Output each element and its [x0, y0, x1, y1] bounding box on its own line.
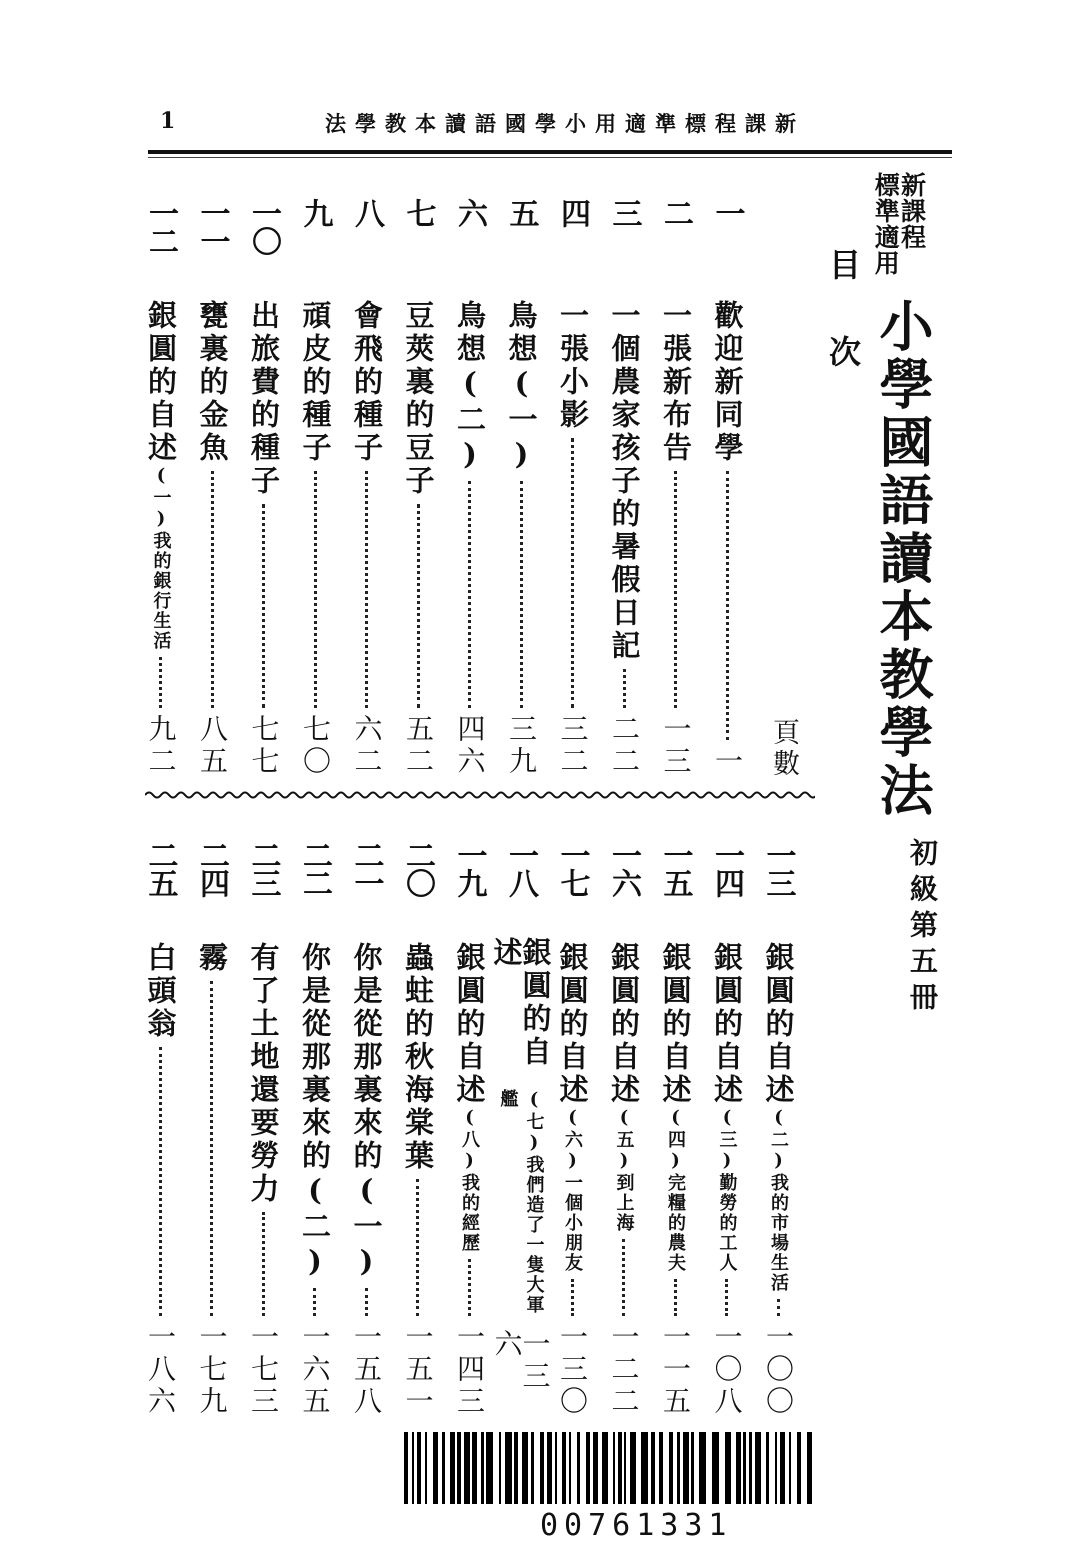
lesson-number: 一六: [606, 840, 641, 896]
page-ref: 一〇八: [710, 1322, 744, 1418]
dot-leader: [726, 471, 729, 740]
toc-entry: [500, 198, 542, 778]
page-ref: 三九: [505, 714, 538, 778]
page-ref: 一七九: [195, 1322, 229, 1418]
lesson-title: 你是從那裏來的(一): [349, 942, 384, 1282]
dot-leader: [571, 438, 574, 708]
header-rule-thin: [148, 157, 952, 158]
dot-leader: [365, 471, 368, 708]
barcode-bar: [593, 1432, 598, 1504]
dot-leader: [417, 504, 420, 708]
toc-entry: [397, 840, 439, 1418]
barcode-bar: [691, 1432, 694, 1504]
barcode-bar: [766, 1432, 769, 1504]
volume-label: 初級第五冊: [906, 838, 939, 1018]
barcode-bar: [641, 1432, 648, 1504]
lesson-title: 一張新布告: [659, 300, 693, 465]
page-ref: 六二: [350, 714, 384, 778]
page-ref: 七七: [247, 714, 281, 778]
barcode-bar: [677, 1432, 680, 1504]
barcode-bar: [630, 1432, 636, 1504]
lesson-number: 四: [555, 198, 590, 226]
toc-entry: [294, 198, 336, 778]
barcode-bar: [775, 1432, 777, 1504]
dot-leader: [314, 471, 317, 708]
barcode-bar: [780, 1432, 785, 1504]
toc-entry: [489, 840, 553, 1418]
lesson-title: 頑皮的種子: [298, 300, 333, 465]
barcode-bar: [481, 1432, 484, 1504]
dot-leader: [159, 657, 162, 708]
dot-leader: [262, 504, 265, 708]
page-ref: 一五八: [350, 1322, 383, 1418]
lesson-subtitle: (七)我們造了一隻大軍艦: [497, 1089, 545, 1316]
lesson-title: 一張小影: [556, 300, 590, 432]
toc-entry: [397, 198, 439, 778]
lesson-title: 有了土地還要勞力: [246, 942, 281, 1206]
page-ref: 七〇: [299, 714, 332, 778]
lesson-title: 鳥想(二): [453, 300, 487, 475]
lesson-number: 八: [349, 198, 384, 226]
page-ref: 一五一: [401, 1322, 435, 1418]
toc-entry: [294, 840, 336, 1418]
barcode-bar: [499, 1432, 501, 1504]
lesson-subtitle: (三)勤勞的工人: [716, 1107, 738, 1273]
barcode-bar: [749, 1432, 752, 1504]
dot-leader: [211, 471, 214, 708]
barcode-bar: [699, 1432, 706, 1504]
lesson-number: 一三: [760, 840, 796, 896]
lesson-title: 霧: [195, 942, 229, 975]
barcode-bar: [669, 1432, 673, 1504]
barcode-bar: [547, 1432, 552, 1504]
page-ref: 一二二: [607, 1322, 641, 1418]
lesson-number: 三: [606, 198, 642, 226]
barcode-bar: [789, 1432, 791, 1504]
lesson-number: 六: [452, 198, 487, 226]
lesson-number: 二一: [348, 840, 384, 896]
toc-entry: [242, 840, 284, 1418]
lesson-title: 銀圓的自述: [710, 942, 744, 1107]
barcode-bar: [602, 1432, 608, 1504]
series-line2: 標準適用: [871, 172, 901, 276]
lesson-number: 一七: [554, 840, 590, 896]
lesson-title: 歡迎新同學: [710, 300, 745, 465]
header-rule: [148, 150, 952, 154]
barcode-bar: [412, 1432, 414, 1504]
page-ref: 一〇〇: [762, 1322, 795, 1418]
toc-entry: [757, 840, 799, 1418]
lesson-number: 一九: [451, 840, 487, 896]
toc-entry: [449, 198, 491, 778]
barcode-bar: [725, 1432, 731, 1504]
dot-leader: [468, 481, 471, 708]
lesson-subtitle: (四)完糧的農夫: [665, 1107, 686, 1273]
lesson-number: 二四: [194, 840, 229, 896]
barcode-bar: [577, 1432, 580, 1504]
lesson-title: 甕裏的金魚: [195, 300, 230, 465]
barcode-bar: [486, 1432, 493, 1504]
lesson-title: 銀圓的自述: [761, 942, 796, 1107]
barcode-bar: [613, 1432, 615, 1504]
page-column-heading: 頁數: [768, 718, 799, 780]
page-ref: 一六五: [298, 1322, 332, 1418]
lesson-number: 一五: [657, 840, 693, 896]
barcode: [400, 1428, 815, 1508]
lesson-number: 一一: [194, 198, 230, 254]
barcode-bar: [531, 1432, 534, 1504]
dot-leader: [725, 1279, 728, 1316]
barcode-bar: [712, 1432, 719, 1504]
page-ref: 一: [711, 746, 744, 778]
lesson-subtitle: (六)一個小朋友: [562, 1107, 583, 1273]
lesson-number: 二三: [245, 840, 281, 896]
lesson-title: 銀圓的自述: [452, 942, 487, 1107]
page-ref: 五二: [402, 714, 435, 778]
barcode-number: 00761331: [540, 1508, 733, 1543]
toc-entry: [139, 840, 181, 1418]
barcode-bar: [651, 1432, 655, 1504]
barcode-bar: [618, 1432, 622, 1504]
dot-leader: [622, 1239, 625, 1316]
barcode-bar: [555, 1432, 557, 1504]
page-ref: 一四三: [453, 1322, 486, 1418]
lesson-subtitle: (二)我的市場生活: [768, 1107, 789, 1293]
toc-entry: [346, 198, 388, 778]
page-ref: 一七三: [247, 1322, 280, 1418]
dot-leader: [262, 1212, 265, 1316]
page-number: 1: [160, 108, 176, 134]
dot-leader: [520, 481, 523, 708]
page-ref: 一八六: [144, 1322, 177, 1418]
dot-leader: [468, 1259, 471, 1316]
dot-leader: [365, 1288, 368, 1316]
barcode-bar: [505, 1432, 512, 1504]
barcode-bar: [425, 1432, 427, 1504]
toc-entry: [345, 840, 387, 1418]
lesson-number: 一八: [503, 840, 538, 896]
barcode-bar: [522, 1432, 528, 1504]
dot-leader: [416, 1179, 419, 1316]
dot-leader: [674, 471, 677, 708]
barcode-bar: [659, 1432, 663, 1504]
lesson-number: 一二: [143, 198, 178, 254]
barcode-bar: [450, 1432, 455, 1504]
barcode-bar: [417, 1432, 421, 1504]
lesson-subtitle: (八)我的經歷: [459, 1107, 480, 1253]
lesson-title: 白頭翁: [143, 942, 178, 1041]
barcode-bar: [586, 1432, 590, 1504]
wavy-divider: [145, 788, 815, 802]
barcode-bar: [540, 1432, 544, 1504]
toc-entry: [448, 840, 490, 1418]
toc-entry: [706, 198, 748, 778]
lesson-number: 二五: [142, 840, 178, 896]
lesson-title: 銀圓的自述: [489, 936, 553, 1069]
page-ref: 八五: [196, 714, 229, 778]
lesson-number: 一〇: [246, 198, 281, 254]
lesson-number: 五: [503, 198, 539, 226]
lesson-number: 一四: [709, 840, 744, 896]
lesson-subtitle: (一)我的銀行生活: [150, 465, 172, 651]
barcode-bar: [743, 1432, 746, 1504]
series-line1: 新課程: [897, 172, 927, 250]
toc-entry: [654, 840, 696, 1418]
barcode-bar: [797, 1432, 801, 1504]
barcode-bar: [562, 1432, 566, 1504]
dot-leader: [210, 981, 213, 1316]
toc-entry: [552, 198, 594, 778]
toc-heading: 目次: [824, 248, 862, 422]
dot-leader: [313, 1288, 316, 1316]
toc-entry: [603, 840, 645, 1418]
barcode-bar: [442, 1432, 445, 1504]
barcode-bar: [433, 1432, 438, 1504]
lesson-title: 會飛的種子: [350, 300, 384, 465]
barcode-bar: [464, 1432, 470, 1504]
lesson-number: 一: [709, 198, 745, 226]
barcode-bar: [624, 1432, 626, 1504]
lesson-title: 豆莢裏的豆子: [401, 300, 436, 498]
running-title: 新課程標準適用小學國語讀本教學法: [325, 111, 805, 136]
barcode-bar: [755, 1432, 761, 1504]
barcode-bar: [472, 1432, 477, 1504]
barcode-bar: [736, 1432, 741, 1504]
lesson-title: 一個農家孩子的暑假日記: [607, 300, 642, 663]
lesson-title: 出旅費的種子: [247, 300, 281, 498]
barcode-bar: [807, 1432, 812, 1504]
toc-entry: [603, 198, 645, 778]
barcode-bar: [514, 1432, 518, 1504]
page-ref: 一一五: [659, 1322, 692, 1418]
dot-leader: [159, 1047, 162, 1316]
toc-entry: [551, 840, 593, 1418]
lesson-number: 七: [400, 198, 436, 226]
lesson-title: 銀圓的自述: [144, 300, 178, 465]
barcode-bar: [457, 1432, 461, 1504]
lesson-title: 你是從那裏來的(二): [298, 942, 332, 1282]
lesson-subtitle: (五)到上海: [613, 1107, 635, 1233]
dot-leader: [674, 1279, 677, 1316]
book-title: 小學國語讀本教學法: [871, 298, 935, 820]
lesson-number: 二二: [297, 840, 332, 896]
dot-leader: [623, 669, 626, 708]
page-ref: 九二: [144, 714, 178, 778]
toc-entry: [191, 840, 233, 1418]
lesson-title: 鳥想(一): [504, 300, 539, 475]
page-ref: 四六: [453, 714, 487, 778]
toc-entry: [243, 198, 285, 778]
toc-entry: [706, 840, 748, 1418]
lesson-title: 銀圓的自述: [607, 942, 641, 1107]
page-ref: 一三六: [490, 1329, 552, 1394]
barcode-bar: [569, 1432, 571, 1504]
barcode-bar: [683, 1432, 689, 1504]
lesson-number: 二: [658, 198, 693, 226]
dot-leader: [777, 1299, 780, 1316]
page-ref: 一三〇: [556, 1322, 589, 1418]
toc-entry: [191, 198, 233, 778]
dot-leader: [571, 1279, 574, 1316]
lesson-title: 銀圓的自述: [658, 942, 693, 1107]
series-label: [872, 172, 925, 276]
toc-entry: [655, 198, 697, 778]
lesson-number: 九: [297, 198, 333, 226]
barcode-bar: [404, 1432, 408, 1504]
lesson-number: 二〇: [400, 840, 435, 896]
lesson-title: 銀圓的自述: [555, 942, 590, 1107]
lesson-title: 蟲蛀的秋海棠葉: [401, 942, 435, 1173]
toc-entry: [140, 198, 182, 778]
page-ref: 三二: [556, 714, 590, 778]
page-ref: 一三: [659, 714, 693, 778]
page-ref: 二二: [608, 714, 641, 778]
